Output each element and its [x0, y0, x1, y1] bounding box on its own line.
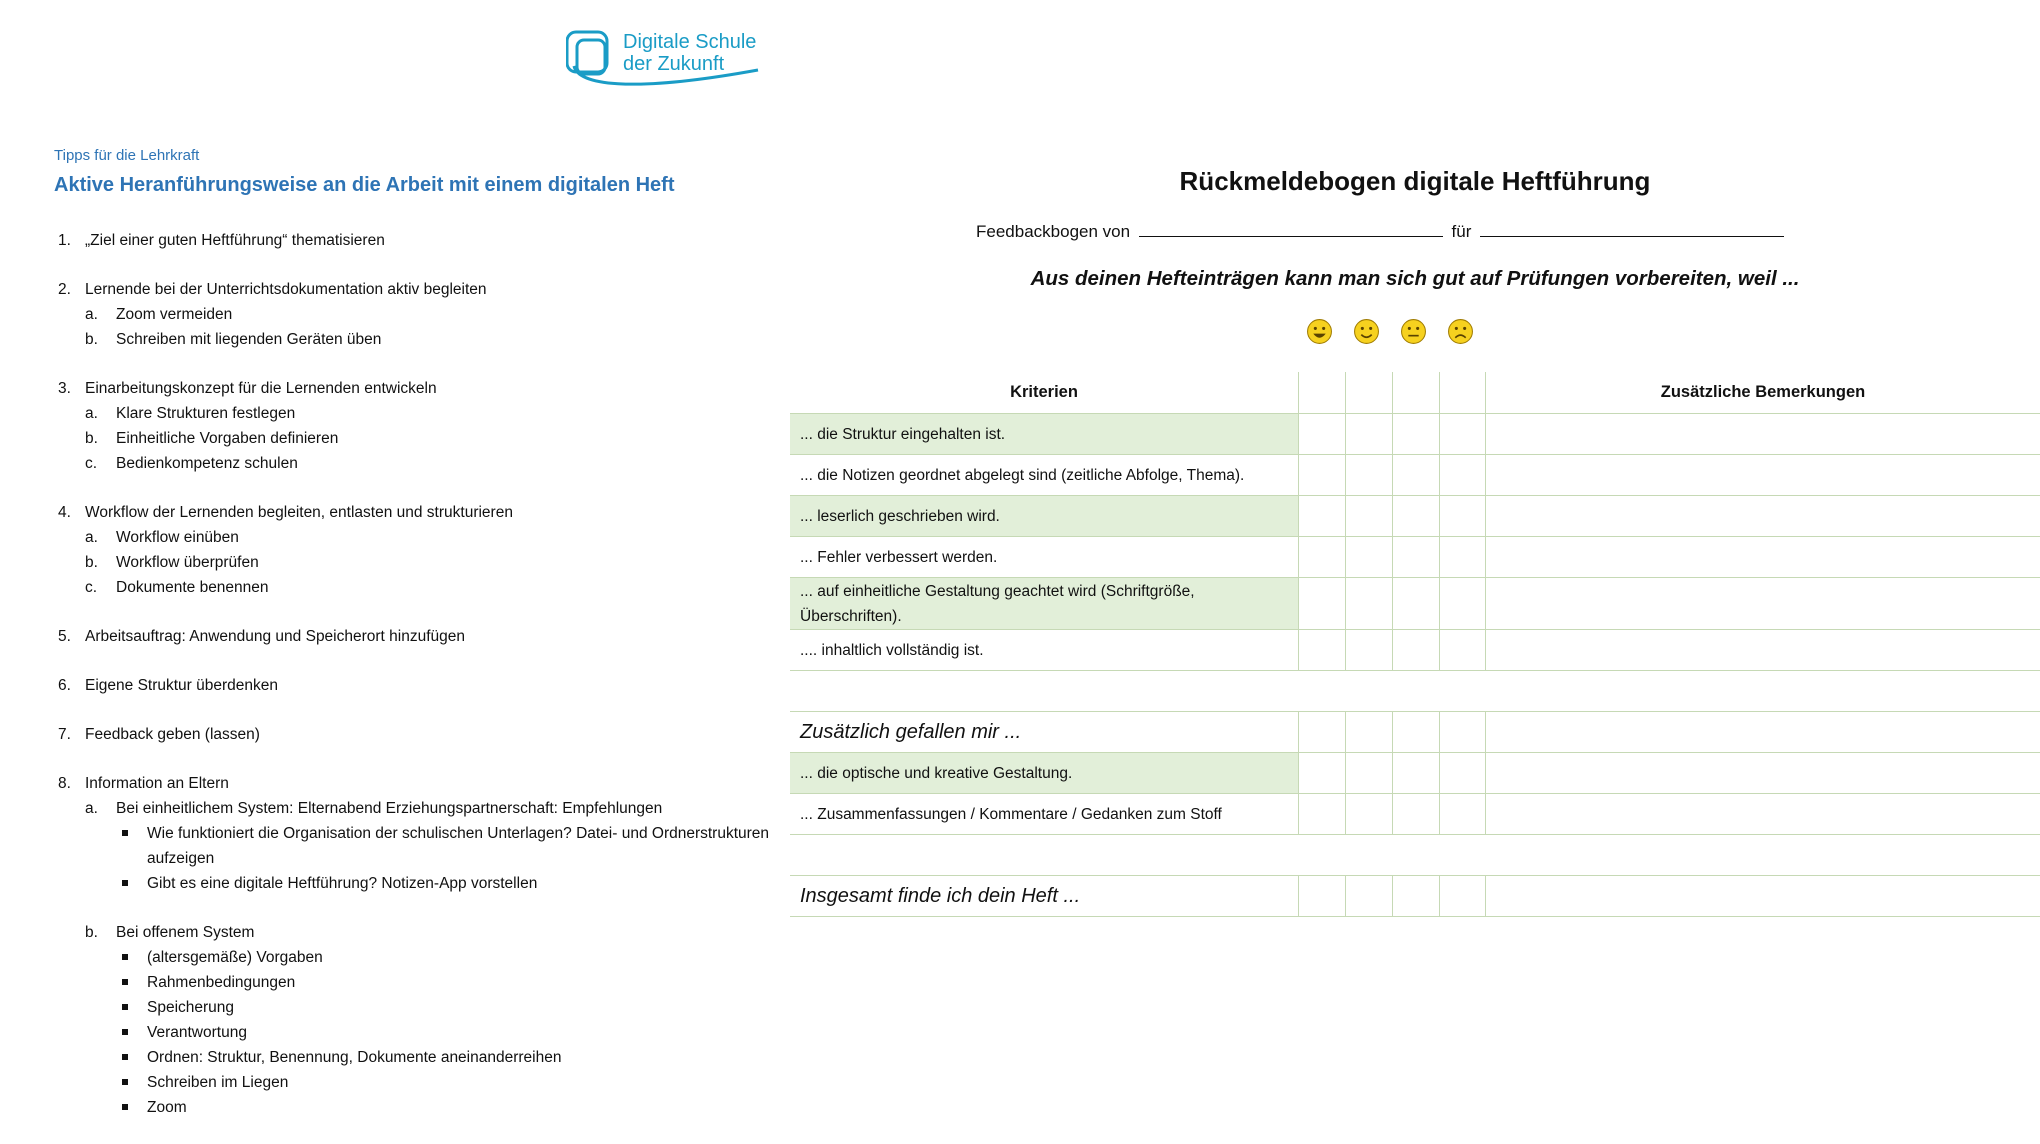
spacer-row — [790, 671, 2040, 712]
step-item — [54, 500, 774, 600]
bullet-text: Verantwortung — [147, 1024, 247, 1041]
smiling-face-icon — [1353, 318, 1380, 345]
bullet-text: (altersgemäße) Vorgaben — [147, 949, 323, 966]
sad-face-icon — [1447, 318, 1474, 345]
spacer-row — [790, 835, 2040, 876]
square-bullet-icon — [122, 1104, 128, 1110]
bullet-text: Wie funktioniert die Organisation der schulischen Unterlagen? Datei- und Ordnerstrukturen aufzeigen — [147, 825, 770, 867]
table-row — [790, 753, 2040, 794]
sub-text: Einheitliche Vorgaben definieren — [116, 430, 339, 447]
sub-text: Bedienkompetenz schulen — [116, 455, 298, 472]
rating-cell[interactable] — [1298, 712, 1345, 752]
for-label: für — [1451, 222, 1472, 241]
step-text: Arbeitsauftrag: Anwendung und Speicherort hinzufügen — [85, 628, 466, 645]
table-row — [790, 496, 2040, 537]
sub-letter: c. — [85, 579, 98, 596]
bullet-text: Schreiben im Liegen — [147, 1074, 289, 1091]
step-text: Workflow der Lernenden begleiten, entlasten und strukturieren — [85, 504, 513, 521]
sub-item — [85, 575, 774, 600]
bullet-item — [116, 995, 774, 1020]
rating-cell[interactable] — [1439, 372, 1486, 413]
rating-cell[interactable] — [1392, 414, 1439, 454]
tips-subheading: Tipps für die Lehrkraft — [54, 147, 200, 164]
sub-item — [85, 550, 774, 575]
step-text: Einarbeitungskonzept für die Lernenden entwickeln — [85, 380, 437, 397]
logo-line-2: der Zukunft — [623, 53, 725, 75]
rating-cell[interactable] — [1439, 455, 1486, 495]
rating-cell[interactable] — [1345, 455, 1392, 495]
rating-cell[interactable] — [1298, 414, 1345, 454]
for-blank[interactable] — [1480, 220, 1784, 237]
rating-cell[interactable] — [1345, 372, 1392, 413]
sub-text: Bei einheitlichem System: Elternabend Erziehungspartnerschaft: Empfehlungen — [116, 800, 663, 817]
rating-cell[interactable] — [1345, 712, 1392, 752]
rating-cell[interactable] — [1392, 794, 1439, 834]
table-row — [790, 876, 2040, 917]
sub-letter: a. — [85, 529, 98, 546]
criterion-text: ... Fehler verbessert werden. — [800, 548, 998, 566]
criterion-text: .... inhaltlich vollständig ist. — [800, 641, 984, 659]
step-number: 3. — [58, 380, 71, 397]
square-bullet-icon — [122, 1004, 128, 1010]
step-text: Eigene Struktur überdenken — [85, 677, 279, 694]
bullet-item — [116, 1045, 774, 1070]
rating-cell[interactable] — [1345, 496, 1392, 536]
bullet-item — [116, 1020, 774, 1045]
criterion-text: ... auf einheitliche Gestaltung geachtet wird (Schriftgröße, Überschriften). — [790, 578, 1298, 629]
criterion-text: Insgesamt finde ich dein Heft ... — [800, 884, 1081, 907]
form-title: Rückmeldebogen digitale Heftführung — [1179, 166, 1651, 196]
tips-title: Aktive Heranführungsweise an die Arbeit mit einem digitalen Heft — [54, 174, 675, 196]
table-header-row — [790, 372, 2040, 414]
sub-text: Workflow überprüfen — [116, 554, 259, 571]
criterion-text: ... die optische und kreative Gestaltung. — [790, 753, 1298, 793]
sub-item — [85, 426, 774, 451]
rating-cell[interactable] — [1345, 414, 1392, 454]
bullet-text: Gibt es eine digitale Heftführung? Notizen-App vorstellen — [147, 875, 538, 892]
rating-cell[interactable] — [1298, 372, 1345, 413]
rating-cell[interactable] — [1392, 537, 1439, 577]
remarks-cell[interactable] — [1485, 794, 2040, 834]
rating-cell[interactable] — [1439, 794, 1486, 834]
square-bullet-icon — [122, 1079, 128, 1085]
criterion-text: ... leserlich geschrieben wird. — [790, 496, 1298, 536]
step-number: 8. — [58, 775, 71, 792]
step-text: Feedback geben (lassen) — [85, 726, 260, 743]
rating-cell[interactable] — [1298, 753, 1345, 793]
remarks-cell[interactable] — [1485, 712, 2040, 752]
rating-faces — [1306, 318, 1506, 346]
square-bullet-icon — [122, 1029, 128, 1035]
table-row — [790, 414, 2040, 455]
table-row — [790, 630, 2040, 671]
rating-cell[interactable] — [1392, 630, 1439, 670]
sub-item — [85, 327, 774, 352]
rating-cell[interactable] — [1298, 630, 1345, 670]
step-number: 7. — [58, 726, 71, 743]
rating-cell[interactable] — [1298, 537, 1345, 577]
sub-item — [85, 920, 774, 1120]
rating-cell[interactable] — [1439, 876, 1486, 916]
square-bullet-icon — [122, 830, 128, 836]
rating-cell[interactable] — [1345, 630, 1392, 670]
rating-cell[interactable] — [1392, 753, 1439, 793]
step-number: 1. — [58, 232, 71, 249]
remarks-cell[interactable] — [1485, 753, 2040, 793]
sub-letter: b. — [85, 554, 98, 571]
sub-letter: a. — [85, 306, 98, 323]
bullet-item — [116, 945, 774, 970]
remarks-cell[interactable] — [1485, 630, 2040, 670]
rating-cell[interactable] — [1298, 794, 1345, 834]
table-row — [790, 794, 2040, 835]
step-number: 2. — [58, 281, 71, 298]
step-item — [54, 722, 774, 747]
step-item — [54, 376, 774, 476]
rating-cell[interactable] — [1345, 876, 1392, 916]
sub-item — [85, 451, 774, 476]
bullet-item — [116, 970, 774, 995]
bullet-item — [116, 871, 774, 896]
rating-cell[interactable] — [1298, 496, 1345, 536]
step-text: Information an Eltern — [85, 775, 229, 792]
very-happy-face-icon — [1306, 318, 1333, 345]
rating-cell[interactable] — [1298, 876, 1345, 916]
bullet-item — [116, 1070, 774, 1095]
step-number: 4. — [58, 504, 71, 521]
criteria-header: Kriterien — [1010, 383, 1078, 401]
sub-letter: b. — [85, 430, 98, 447]
remarks-cell[interactable] — [1485, 414, 2040, 454]
rating-cell[interactable] — [1392, 496, 1439, 536]
step-number: 6. — [58, 677, 71, 694]
step-number: 5. — [58, 628, 71, 645]
logo — [566, 26, 766, 100]
square-bullet-icon — [122, 954, 128, 960]
rating-cell[interactable] — [1439, 496, 1486, 536]
remarks-cell[interactable] — [1485, 876, 2040, 916]
rating-cell[interactable] — [1298, 578, 1345, 629]
rating-cell[interactable] — [1392, 455, 1439, 495]
rating-cell[interactable] — [1392, 712, 1439, 752]
step-text: Lernende bei der Unterrichtsdokumentation aktiv begleiten — [85, 281, 487, 298]
bullet-item — [116, 1095, 774, 1120]
rating-cell[interactable] — [1345, 753, 1392, 793]
bullet-item — [116, 821, 774, 871]
table-row — [790, 712, 2040, 753]
rating-cell[interactable] — [1298, 455, 1345, 495]
bullet-text: Rahmenbedingungen — [147, 974, 296, 991]
sub-text: Dokumente benennen — [116, 579, 269, 596]
rating-cell[interactable] — [1345, 794, 1392, 834]
remarks-cell[interactable] — [1485, 537, 2040, 577]
sub-text: Schreiben mit liegenden Geräten üben — [116, 331, 382, 348]
remarks-cell[interactable] — [1485, 455, 2040, 495]
logo-line-1: Digitale Schule — [623, 31, 757, 53]
step-item — [54, 624, 774, 649]
bullet-text: Ordnen: Struktur, Benennung, Dokumente aneinanderreihen — [147, 1049, 562, 1066]
form-prompt: Aus deinen Hefteinträgen kann man sich gut auf Prüfungen vorbereiten, weil ... — [1030, 267, 1800, 290]
rating-cell[interactable] — [1439, 578, 1486, 629]
sub-item — [85, 796, 774, 896]
rating-cell[interactable] — [1439, 753, 1486, 793]
sub-text: Bei offenem System — [116, 924, 255, 941]
rating-cell[interactable] — [1345, 537, 1392, 577]
sub-letter: b. — [85, 331, 98, 348]
sub-letter: a. — [85, 800, 98, 817]
rating-cell[interactable] — [1439, 630, 1486, 670]
remarks-header: Zusätzliche Bemerkungen — [1485, 372, 2040, 413]
rating-cell[interactable] — [1439, 537, 1486, 577]
criterion-text: Zusätzlich gefallen mir ... — [800, 720, 1022, 743]
sub-text: Zoom vermeiden — [116, 306, 233, 323]
criterion-text: ... die Struktur eingehalten ist. — [790, 414, 1298, 454]
sub-letter: c. — [85, 455, 98, 472]
sub-text: Klare Strukturen festlegen — [116, 405, 296, 422]
feedback-from-blank[interactable] — [1139, 220, 1443, 237]
bullet-text: Zoom — [147, 1099, 187, 1116]
rating-cell[interactable] — [1439, 712, 1486, 752]
feedback-from-label: Feedbackbogen von — [976, 222, 1131, 241]
steps-list — [54, 228, 774, 1144]
step-text: „Ziel einer guten Heftführung“ thematisieren — [85, 232, 385, 249]
criterion-text: ... Zusammenfassungen / Kommentare / Gedanken zum Stoff — [800, 805, 1222, 823]
criterion-text: ... die Notizen geordnet abgelegt sind (zeitliche Abfolge, Thema). — [800, 466, 1245, 484]
sub-item — [85, 525, 774, 550]
table-row — [790, 578, 2040, 630]
feedback-names-line — [976, 220, 1788, 242]
rating-cell[interactable] — [1392, 578, 1439, 629]
sub-letter: b. — [85, 924, 98, 941]
rating-cell[interactable] — [1439, 414, 1486, 454]
bullet-text: Speicherung — [147, 999, 235, 1016]
step-item — [54, 228, 774, 253]
rating-cell[interactable] — [1392, 876, 1439, 916]
sub-letter: a. — [85, 405, 98, 422]
step-item — [54, 277, 774, 352]
square-bullet-icon — [122, 1054, 128, 1060]
rating-cell[interactable] — [1392, 372, 1439, 413]
step-item — [54, 673, 774, 698]
table-row — [790, 537, 2040, 578]
square-bullet-icon — [122, 880, 128, 886]
rating-cell[interactable] — [1345, 578, 1392, 629]
remarks-cell[interactable] — [1485, 496, 2040, 536]
sub-item — [85, 302, 774, 327]
table-row — [790, 455, 2040, 496]
sub-item — [85, 401, 774, 426]
square-bullet-icon — [122, 979, 128, 985]
neutral-face-icon — [1400, 318, 1427, 345]
step-item — [54, 771, 774, 1120]
remarks-cell[interactable] — [1485, 578, 2040, 629]
sub-text: Workflow einüben — [116, 529, 239, 546]
